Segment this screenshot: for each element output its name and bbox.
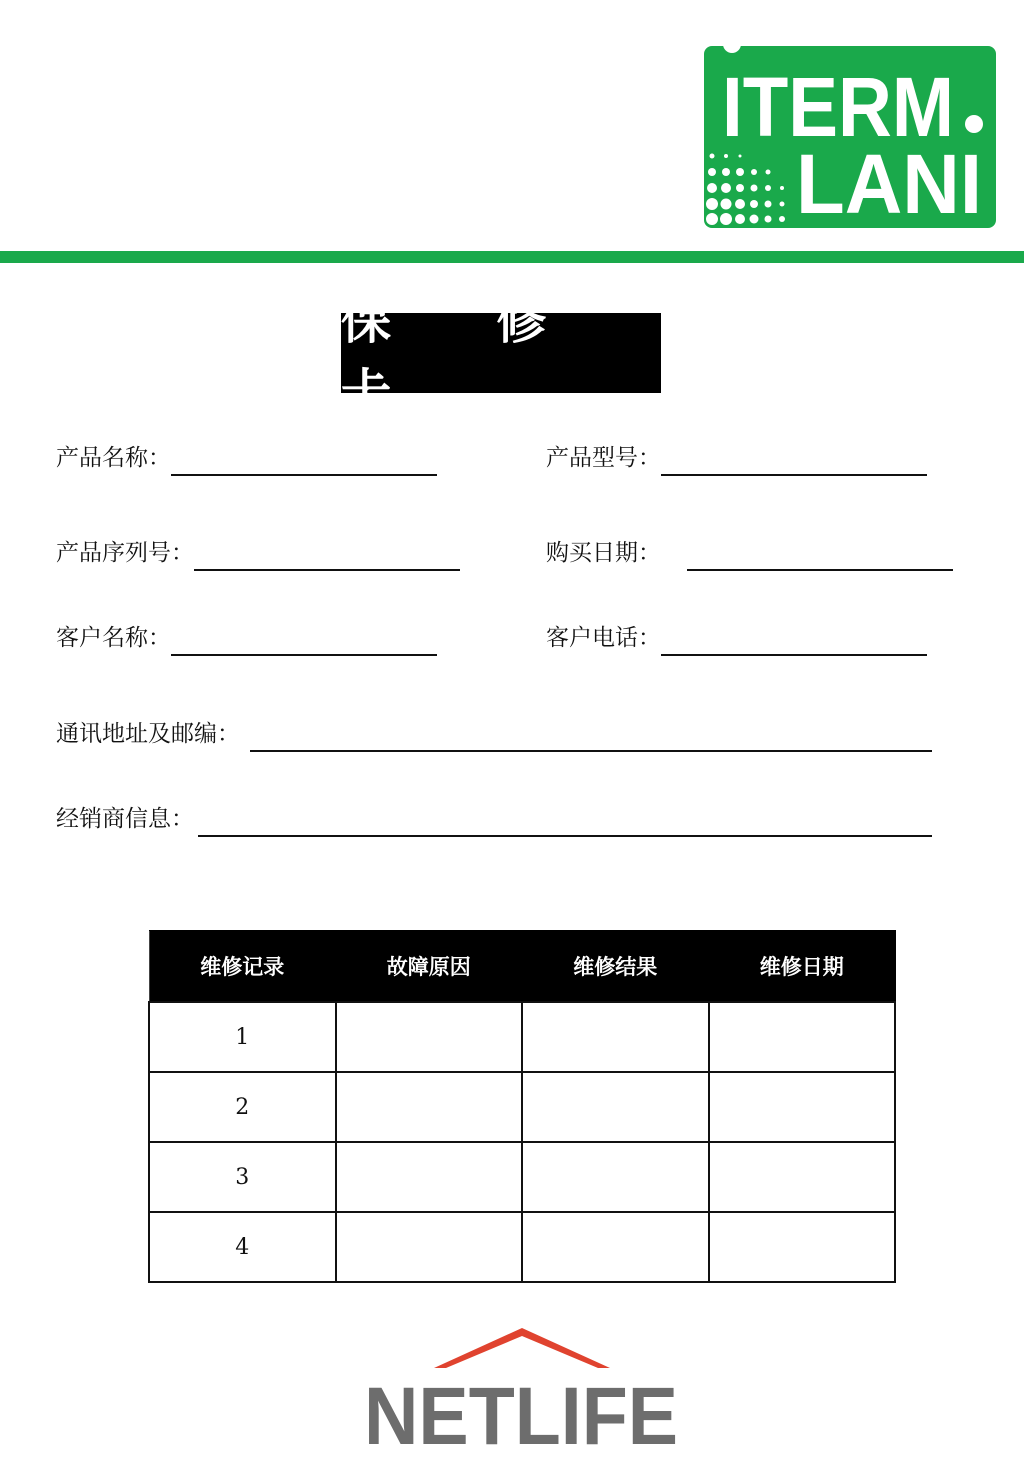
table-row bbox=[149, 1002, 895, 1072]
repair-result-cell[interactable] bbox=[522, 1142, 709, 1212]
table-row bbox=[149, 1212, 895, 1282]
row-number: 4 bbox=[149, 1212, 336, 1282]
repair-date-cell[interactable] bbox=[709, 1072, 896, 1142]
repair-record-table bbox=[148, 930, 896, 1283]
customer-phone-input-line[interactable] bbox=[661, 626, 927, 656]
customer-phone-label: 客户电话： bbox=[546, 625, 661, 651]
table-row bbox=[149, 1072, 895, 1142]
repair-date-cell[interactable] bbox=[709, 1002, 896, 1072]
serial-number-label: 产品序列号： bbox=[56, 540, 194, 566]
fault-cause-cell[interactable] bbox=[336, 1002, 523, 1072]
fault-cause-cell[interactable] bbox=[336, 1072, 523, 1142]
serial-number-input-line[interactable] bbox=[194, 541, 460, 571]
address-input-line[interactable] bbox=[250, 722, 932, 752]
header-repair-date: 维修日期 bbox=[709, 931, 896, 1003]
row-number: 1 bbox=[149, 1002, 336, 1072]
repair-result-cell[interactable] bbox=[522, 1072, 709, 1142]
repair-result-cell[interactable] bbox=[522, 1212, 709, 1282]
purchase-date-field bbox=[546, 531, 953, 571]
purchase-date-input-line[interactable] bbox=[687, 541, 953, 571]
product-model-label: 产品型号： bbox=[546, 445, 661, 471]
product-name-input-line[interactable] bbox=[171, 446, 437, 476]
customer-phone-field bbox=[546, 616, 927, 656]
product-name-field bbox=[56, 436, 437, 476]
dealer-info-field bbox=[56, 797, 932, 837]
table-row bbox=[149, 1142, 895, 1212]
iterm-lani-logo bbox=[704, 36, 996, 228]
address-field bbox=[56, 712, 932, 752]
row-number: 2 bbox=[149, 1072, 336, 1142]
customer-name-label: 客户名称： bbox=[56, 625, 171, 651]
roof-icon bbox=[434, 1328, 610, 1368]
header-divider bbox=[0, 251, 1024, 263]
customer-name-input-line[interactable] bbox=[171, 626, 437, 656]
header-fault-cause: 故障原因 bbox=[336, 931, 523, 1003]
customer-name-field bbox=[56, 616, 437, 656]
svg-text:ITERM: ITERM bbox=[722, 60, 954, 154]
table-header-row bbox=[149, 931, 895, 1003]
serial-number-field bbox=[56, 531, 460, 571]
svg-text:LANI: LANI bbox=[796, 137, 982, 228]
fault-cause-cell[interactable] bbox=[336, 1212, 523, 1282]
repair-date-cell[interactable] bbox=[709, 1212, 896, 1282]
row-number: 3 bbox=[149, 1142, 336, 1212]
page-title bbox=[341, 291, 661, 422]
netlife-logo bbox=[362, 1326, 682, 1450]
fault-cause-cell[interactable] bbox=[336, 1142, 523, 1212]
dealer-info-label: 经销商信息： bbox=[56, 806, 194, 832]
product-model-input-line[interactable] bbox=[661, 446, 927, 476]
dealer-info-input-line[interactable] bbox=[198, 807, 932, 837]
header-repair-record: 维修记录 bbox=[149, 931, 336, 1003]
product-name-label: 产品名称： bbox=[56, 445, 171, 471]
product-model-field bbox=[546, 436, 927, 476]
title-text: 保 修 卡 bbox=[341, 291, 591, 422]
repair-result-cell[interactable] bbox=[522, 1002, 709, 1072]
repair-date-cell[interactable] bbox=[709, 1142, 896, 1212]
address-label: 通讯地址及邮编： bbox=[56, 721, 240, 747]
svg-text:NETLIFE: NETLIFE bbox=[364, 1371, 678, 1450]
header-repair-result: 维修结果 bbox=[522, 931, 709, 1003]
purchase-date-label: 购买日期： bbox=[546, 540, 661, 566]
